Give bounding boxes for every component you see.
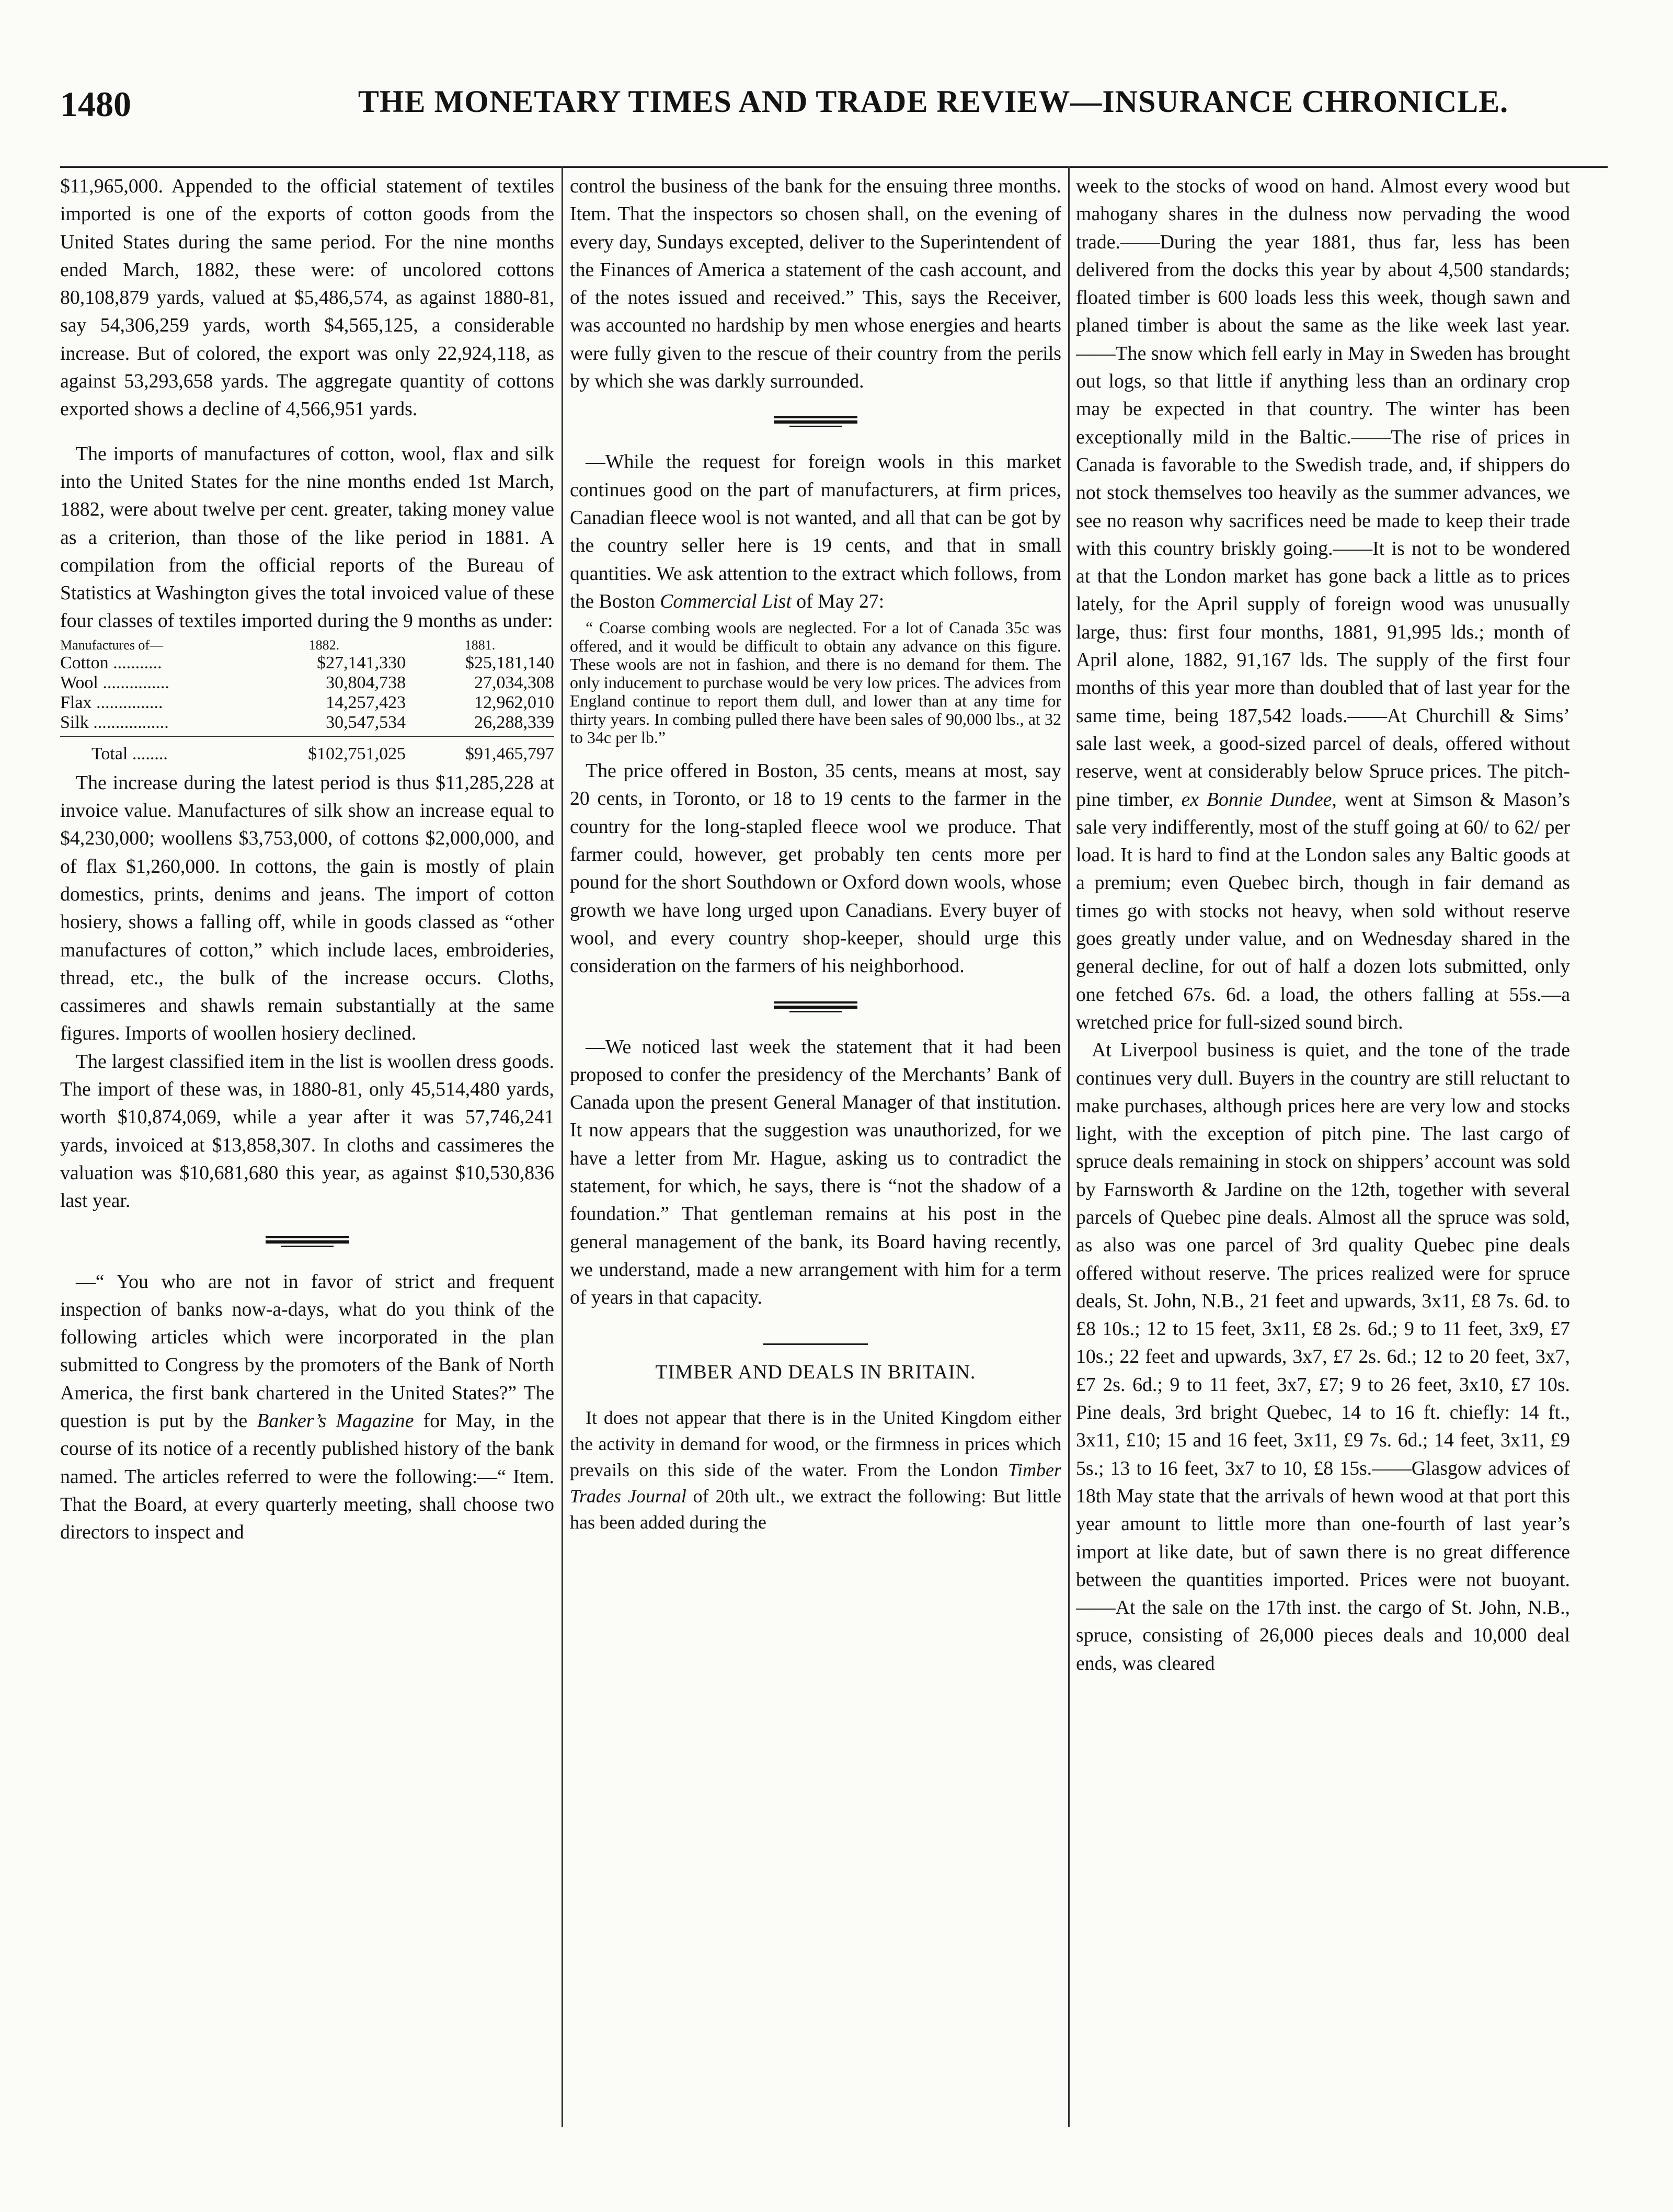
article-paragraph: The largest classified item in the list is woollen dress goods. The import of these was, in 1880-81, only 45,514,480 yards, worth $10,874,069, while a year after it was 57,746,241 yards, invoiced at $13,858,307. In cloths and cassimeres the valuation was $10,681,680 this year, as against $10,530,836 last year.	[60, 1050, 554, 1212]
ship-name: ex Bonnie Dundee	[1181, 788, 1332, 811]
table-cell: 26,288,339	[406, 713, 554, 736]
table-cell: Total ........	[91, 744, 168, 763]
table-cell: 12,962,010	[474, 692, 554, 712]
article-paragraph: The imports of manufactures of cotton, wool, flax and silk into the United States for the nine months ended 1st March, 1882, were about twelve per cent. greater, taking money value as a criterion, than those of the like period in 1881. A compilation from the official reports of the Bureau of Statistics at Washington gives the total invoiced value of these four classes of textiles imported during the 9 months as under:	[60, 442, 554, 632]
publication-title: Timber Trades Journal	[570, 1459, 1061, 1507]
text-run: —“ You who are not in favor of strict and frequent inspection of banks now-a-days, what do you think of the following articles which were incorporated in the plan submitted to Congress by the promoters of the Bank of North America, the first bank chartered in the United States?” The question is put by the	[60, 1270, 554, 1432]
table-header: Manufactures of—	[60, 637, 164, 653]
table-row	[60, 693, 554, 713]
table-cell: 27,034,308	[474, 672, 554, 692]
article-paragraph: The price offered in Boston, 35 cents, means at most, say 20 cents, in Toronto, or 18 to 19 cents to the farmer in the country for the long-stapled fleece wool we produce. That farmer could, however, get probably ten cents more per pound for the short Southdown or Oxford down wools, whose growth we have long urged upon Canadians. Every buyer of wool, and every country shop-keeper, should urge this consideration on the farmers of his neighborhood.	[570, 760, 1061, 977]
table-cell: $25,181,140	[465, 653, 554, 672]
column-2	[570, 173, 1061, 2128]
column-divider	[562, 166, 563, 2127]
table-cell: $27,141,330	[317, 653, 406, 672]
table-cell: Silk .................	[60, 713, 243, 736]
text-run: of May 27:	[791, 590, 885, 612]
article-paragraph: control the business of the bank for the ensuing three months. Item. That the inspectors so chosen shall, on the evening of every day, Sundays excepted, deliver to the Superintendent of the Finances of America a statement of the cash account, and of the notes issued and received.” This, says the Receiver, was accounted no hardship by men whose energies and hearts were fully given to the rescue of their country from the perils by which she was darkly surrounded.	[570, 175, 1061, 393]
text-run: , went at Simson & Mason’s sale very indifferently, most of the stuff going at 60/ to 62/ per load. It is hard to find at the London sales any Baltic goods at a premium; even Quebec birch, though in fair demand as times go with stocks not heavy, when sold without reserve goes greatly under value, and on Wednesday shared in the general decline, for out of half a dozen lots submitted, only one fetched 67s. 6d. a load, the others falling at 55s.—a wretched price for full-sized sound birch.	[1076, 788, 1570, 1033]
article-paragraph	[570, 448, 1061, 615]
article-paragraph: —We noticed last week the statement that it had been proposed to confer the presidency of the Merchants’ Bank of Canada upon the present General Manager of that institution. It now appears that the suggestion was unauthorized, for we have a letter from Mr. Hague, asking us to contradict the statement, for which, he says, there is “not the shadow of a foundation.” That gentleman remains at his post in the general management of the bank, its Board having recently, we understand, made a new arrangement with him for a term of years in that capacity.	[570, 1035, 1061, 1309]
title-rule	[763, 1343, 868, 1345]
quoted-extract	[570, 619, 1061, 747]
text-run: It does not appear that there is in the United Kingdom either the activity in demand for wood, or the firmness in prices which prevails on this side of the water. From the London	[570, 1407, 1061, 1480]
table-header: 1881.	[464, 637, 496, 653]
text-run: of 20th ult., we extract the following: But little has been added during the	[570, 1485, 1061, 1533]
table-header: 1882.	[308, 637, 340, 653]
table-cell: 14,257,423	[326, 692, 406, 712]
table-cell: Cotton ...........	[60, 653, 162, 672]
section-separator	[266, 1236, 349, 1247]
page-number: 1480	[60, 84, 131, 124]
column-1	[60, 173, 554, 2128]
article-paragraph	[570, 1405, 1061, 1535]
table-cell: Wool ...............	[60, 672, 169, 692]
table-cell: $91,465,797	[465, 744, 554, 763]
text-run: —While the request for foreign wools in this market continues good on the part of manufacturers, at firm prices, Canadian fleece wool is not wanted, and all that can be got by the country seller here is 19 cents, and that in small quantities. We ask attention to the extract which follows, from the Boston	[570, 451, 1061, 612]
page-header	[60, 84, 1608, 141]
quote-text: “ Coarse combing wools are neglected. For a lot of Canada 35c was offered, and it would be difficult to obtain any advance on this figure. These wools are not in fashion, and there is no demand for them. The only inducement to purchase would be very low prices. The advices from England continue to report them dull, and lower than at any time for thirty years. In combing pulled there have been sales of 90,000 lbs., at 32 to 34c per lb.”	[570, 618, 1061, 747]
article-paragraph: The increase during the latest period is thus $11,285,228 at invoice value. Manufactures of silk show an increase equal to $4,230,000; woollens $3,753,000, of cottons $2,000,000, and of flax $1,260,000. In cottons, the gain is mostly of plain domestics, prints, denims and jeans. The import of cotton hosiery, shows a falling off, while in goods classed as “other manufactures of cotton,” which include laces, embroideries, thread, etc., the bulk of the increase occurs. Cloths, cassimeres and shawls remain substantially at the same figures. Imports of woollen hosiery declined.	[60, 771, 554, 1045]
article-paragraph	[1076, 173, 1570, 1036]
table-cell: 30,547,534	[243, 713, 406, 736]
table-row	[60, 653, 554, 673]
table-row	[60, 713, 554, 736]
section-heading: TIMBER AND DEALS IN BRITAIN.	[655, 1361, 976, 1383]
textile-imports-table	[60, 637, 554, 764]
table-cell: Flax ...............	[60, 692, 163, 712]
table-cell: $102,751,025	[308, 744, 406, 763]
table-total-row	[60, 736, 554, 764]
article-paragraph: At Liverpool business is quiet, and the tone of the trade continues very dull. Buyers in the country are still reluctant to make purchases, although prices here are very low and stocks light, with the exception of pitch pine. The last cargo of spruce deals remaining in stock on shippers’ account was sold by Farnsworth & Jardine on the 12th, together with several parcels of Quebec pine deals. Almost all the spruce was sold, as also was one parcel of 3rd quality Quebec pine deals offered without reserve. The prices realized were for spruce deals, St. John, N.B., 21 feet and upwards, 3x11, £8 7s. 6d. to £8 10s.; 12 to 15 feet, 3x11, £8 2s. 6d.; 9 to 11 feet, 3x9, £7 10s.; 22 feet and upwards, 3x7, £7 2s. 6d.; 12 to 20 feet, 3x7, £7 2s. 6d.; 9 to 11 feet, 3x7, £7; 9 to 26 feet, 3x10, £7 10s. Pine deals, 3rd bright Quebec, 14 to 16 ft. chiefly: 14 ft., 3x11, £10; 15 and 16 feet, 3x11, £9 7s. 6d.; 14 feet, 3x11, £9 5s.; 13 to 16 feet, 3x7 to 10, £8 15s.——Glasgow advices of 18th May state that the arrivals of hewn wood at that port this year amount to little more than one-fourth of last year’s import at like date, but of sawn there is no great difference between the quantities imported. Prices were not buoyant.——At the sale on the 17th inst. the cargo of St. John, N.B., spruce, consisting of 26,000 pieces deals and 10,000 deal ends, was cleared	[1076, 1039, 1570, 1674]
article-paragraph: $11,965,000. Appended to the official statement of textiles imported is one of the exports of cotton goods from the United States during the same period. For the nine months ended March, 1882, these were: of uncolored cottons 80,108,879 yards, valued at $5,486,574, as against 1880-81, say 54,306,259 yards, worth $4,565,125, a considerable increase. But of colored, the export was only 22,924,118, as against 53,293,658 yards. The aggregate quantity of cottons exported shows a decline of 4,566,951 yards.	[60, 175, 554, 420]
column-3	[1076, 173, 1570, 2128]
column-divider	[1068, 166, 1070, 2127]
masthead-title: THE MONETARY TIMES AND TRADE REVIEW—INSURANCE CHRONICLE.	[358, 84, 1509, 119]
publication-title: Commercial List	[660, 590, 792, 612]
text-run: for May, in the course of its notice of a recently published history of the bank named. The articles referred to were the following:—“ Item. That the Board, at every quarterly meeting, shall choose two directors to inspect and	[60, 1409, 554, 1544]
text-run: week to the stocks of wood on hand. Almost every wood but mahogany shares in the dulness now pervading the wood trade.——During the year 1881, thus far, less has been delivered from the docks this year by about 4,500 standards; floated timber is 600 loads less this week, though sawn and planed timber is about the same as the like week last year.——The snow which fell early in May in Sweden has brought out logs, so that little if anything less than an ordinary crop may be expected in that country. The winter has been exceptionally mild in the Baltic.——The rise of prices in Canada is favorable to the Swedish trade, and, if shippers do not stock themselves too heavily as the summer advances, we see no reason why sacrifices need be made to keep their trade with this country briskly going.——It is not to be wondered at that the London market has gone back a little as to prices lately, for the April supply of foreign wood was unusually large, thus: first four months, 1881, 91,995 lds.; month of April alone, 1882, 91,167 lds. The supply of the first four months of this year more than doubled that of last year for the same time, being 187,542 loads.——At Churchill & Sims’ sale last week, a good-sized parcel of deals, offered without reserve, went at considerably below Spruce prices. The pitch-pine timber,	[1076, 175, 1570, 811]
section-separator	[774, 1001, 857, 1012]
header-rule	[60, 166, 1608, 168]
table-cell: 30,804,738	[326, 672, 406, 692]
publication-title: Banker’s Magazine	[257, 1409, 414, 1432]
article-paragraph	[60, 1268, 554, 1547]
section-separator	[774, 416, 857, 427]
table-row	[60, 673, 554, 693]
